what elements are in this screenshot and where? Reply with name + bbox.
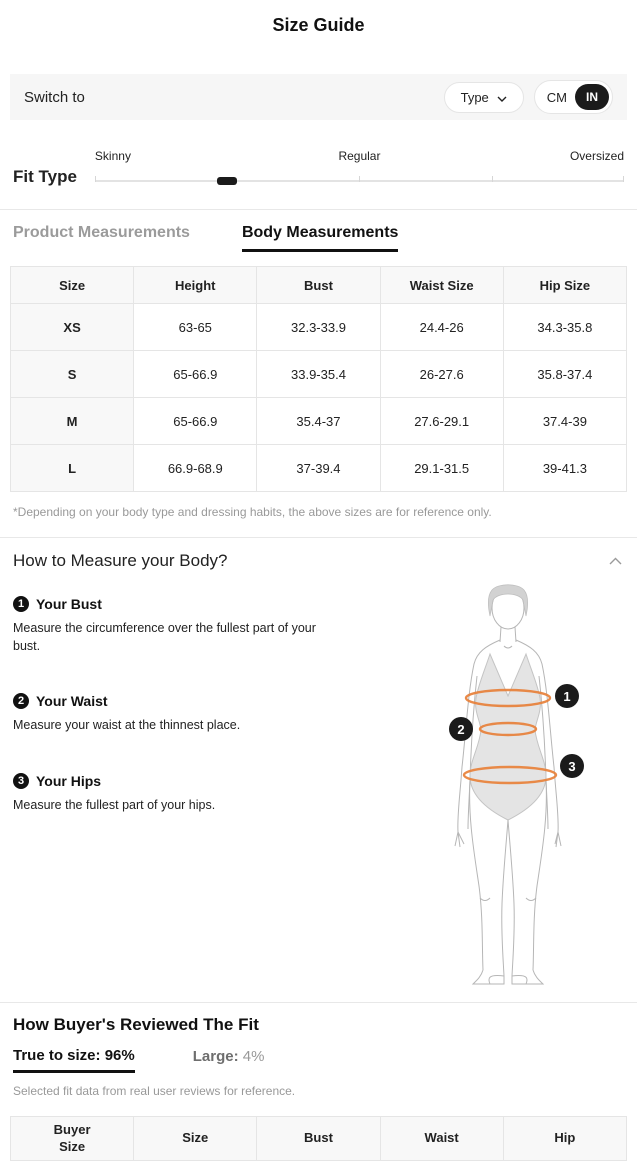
buyer-review-heading: How Buyer's Reviewed The Fit bbox=[13, 1015, 259, 1034]
measure-item-title: Your Bust bbox=[36, 596, 102, 612]
cell-bust: 37-39.4 bbox=[257, 445, 380, 492]
cell-waist: 24.4-26 bbox=[380, 304, 503, 351]
measure-item-bust bbox=[13, 596, 358, 655]
svg-text:3: 3 bbox=[568, 759, 576, 774]
fit-type-slider[interactable] bbox=[95, 149, 624, 189]
col-header-buyer-size: Buyer Size bbox=[11, 1117, 134, 1161]
slider-handle[interactable] bbox=[217, 177, 237, 185]
slider-tick bbox=[95, 176, 96, 182]
cell-bust: 33.9-35.4 bbox=[257, 351, 380, 398]
cell-size: M bbox=[11, 398, 134, 445]
tab-product-measurements[interactable]: Product Measurements bbox=[13, 224, 190, 241]
cell-hip: 35.8-37.4 bbox=[503, 351, 626, 398]
fit-stats-row bbox=[13, 1047, 624, 1073]
size-disclaimer: *Depending on your body type and dressing habits, the above sizes are for reference only. bbox=[13, 505, 492, 519]
cell-height: 65-66.9 bbox=[134, 351, 257, 398]
cell-size: XS bbox=[11, 304, 134, 351]
page-title: Size Guide bbox=[272, 15, 365, 35]
slider-tick bbox=[623, 176, 624, 182]
table-header-row bbox=[11, 267, 627, 304]
switch-to-label: Switch to bbox=[24, 88, 85, 106]
col-header-size: Size bbox=[11, 267, 134, 304]
step-1-badge: 1 bbox=[13, 596, 29, 612]
fit-data-note: Selected fit data from real user reviews for reference. bbox=[13, 1084, 296, 1098]
slider-label-skinny: Skinny bbox=[94, 149, 131, 163]
divider bbox=[0, 1002, 637, 1003]
how-to-measure-heading: How to Measure your Body? bbox=[13, 551, 228, 570]
slider-tick bbox=[492, 176, 493, 182]
tab-body-measurements[interactable]: Body Measurements bbox=[242, 224, 399, 252]
fit-type-label: Fit Type bbox=[13, 167, 77, 186]
cell-waist: 26-27.6 bbox=[380, 351, 503, 398]
measure-item-title: Your Waist bbox=[36, 693, 108, 709]
step-2-badge: 2 bbox=[13, 693, 29, 709]
cell-hip: 37.4-39 bbox=[503, 398, 626, 445]
stat-true-to-size[interactable] bbox=[13, 1047, 135, 1073]
stat-value: 4% bbox=[242, 1048, 265, 1065]
slider-label-regular: Regular bbox=[338, 149, 381, 163]
buyer-table-header-row bbox=[11, 1117, 627, 1161]
svg-text:1: 1 bbox=[563, 689, 571, 704]
collapse-chevron-up-icon[interactable] bbox=[607, 550, 624, 572]
divider bbox=[0, 537, 637, 538]
stat-label: True to size: bbox=[13, 1047, 101, 1064]
measure-item-description: Measure the fullest part of your hips. bbox=[13, 797, 216, 812]
col-header-hip: Hip bbox=[503, 1117, 626, 1161]
table-row bbox=[11, 445, 627, 492]
body-measurement-figure bbox=[424, 580, 624, 990]
svg-text:2: 2 bbox=[457, 722, 465, 737]
col-header-waist: Waist Size bbox=[380, 267, 503, 304]
slider-tick bbox=[359, 176, 360, 182]
body-measurements-table bbox=[10, 266, 627, 492]
divider bbox=[0, 209, 637, 210]
cell-hip: 34.3-35.8 bbox=[503, 304, 626, 351]
slider-label-oversized: Oversized bbox=[569, 149, 624, 163]
cell-height: 66.9-68.9 bbox=[134, 445, 257, 492]
col-header-size: Size bbox=[134, 1117, 257, 1161]
table-row bbox=[11, 398, 627, 445]
cell-height: 65-66.9 bbox=[134, 398, 257, 445]
stat-large[interactable] bbox=[193, 1047, 265, 1065]
unit-option-cm[interactable]: CM bbox=[546, 89, 567, 105]
how-to-measure-section bbox=[13, 550, 624, 1002]
col-header-bust: Bust bbox=[257, 1117, 380, 1161]
unit-toggle[interactable] bbox=[534, 80, 613, 114]
measurement-tabs bbox=[13, 224, 624, 252]
type-dropdown-button[interactable] bbox=[444, 82, 524, 113]
cell-hip: 39-41.3 bbox=[503, 445, 626, 492]
cell-bust: 32.3-33.9 bbox=[257, 304, 380, 351]
stat-value: 96% bbox=[104, 1047, 135, 1064]
measure-item-hips bbox=[13, 773, 358, 815]
slider-labels bbox=[95, 149, 624, 164]
cell-bust: 35.4-37 bbox=[257, 398, 380, 445]
chevron-down-icon bbox=[497, 90, 507, 105]
unit-switch-bar bbox=[10, 74, 627, 120]
col-header-bust: Bust bbox=[257, 267, 380, 304]
table-row bbox=[11, 304, 627, 351]
cell-size: L bbox=[11, 445, 134, 492]
cell-size: S bbox=[11, 351, 134, 398]
cell-height: 63-65 bbox=[134, 304, 257, 351]
col-header-height: Height bbox=[134, 267, 257, 304]
fit-type-row bbox=[13, 145, 624, 189]
buyer-fit-table bbox=[10, 1116, 627, 1161]
table-row bbox=[11, 351, 627, 398]
cell-waist: 27.6-29.1 bbox=[380, 398, 503, 445]
stat-label: Large: bbox=[192, 1048, 239, 1065]
measure-item-title: Your Hips bbox=[36, 772, 102, 789]
col-header-waist: Waist bbox=[380, 1117, 503, 1161]
measure-item-waist bbox=[13, 693, 358, 735]
step-3-badge: 3 bbox=[13, 773, 29, 789]
cell-waist: 29.1-31.5 bbox=[380, 445, 503, 492]
slider-track[interactable] bbox=[95, 180, 624, 182]
unit-option-in-selected[interactable]: IN bbox=[575, 84, 609, 110]
type-dropdown-label: Type bbox=[460, 89, 489, 105]
col-header-hip: Hip Size bbox=[503, 267, 626, 304]
measure-item-description: Measure the circumference over the fullest part of your bust. bbox=[13, 621, 316, 653]
measure-item-description: Measure your waist at the thinnest place. bbox=[13, 718, 241, 732]
